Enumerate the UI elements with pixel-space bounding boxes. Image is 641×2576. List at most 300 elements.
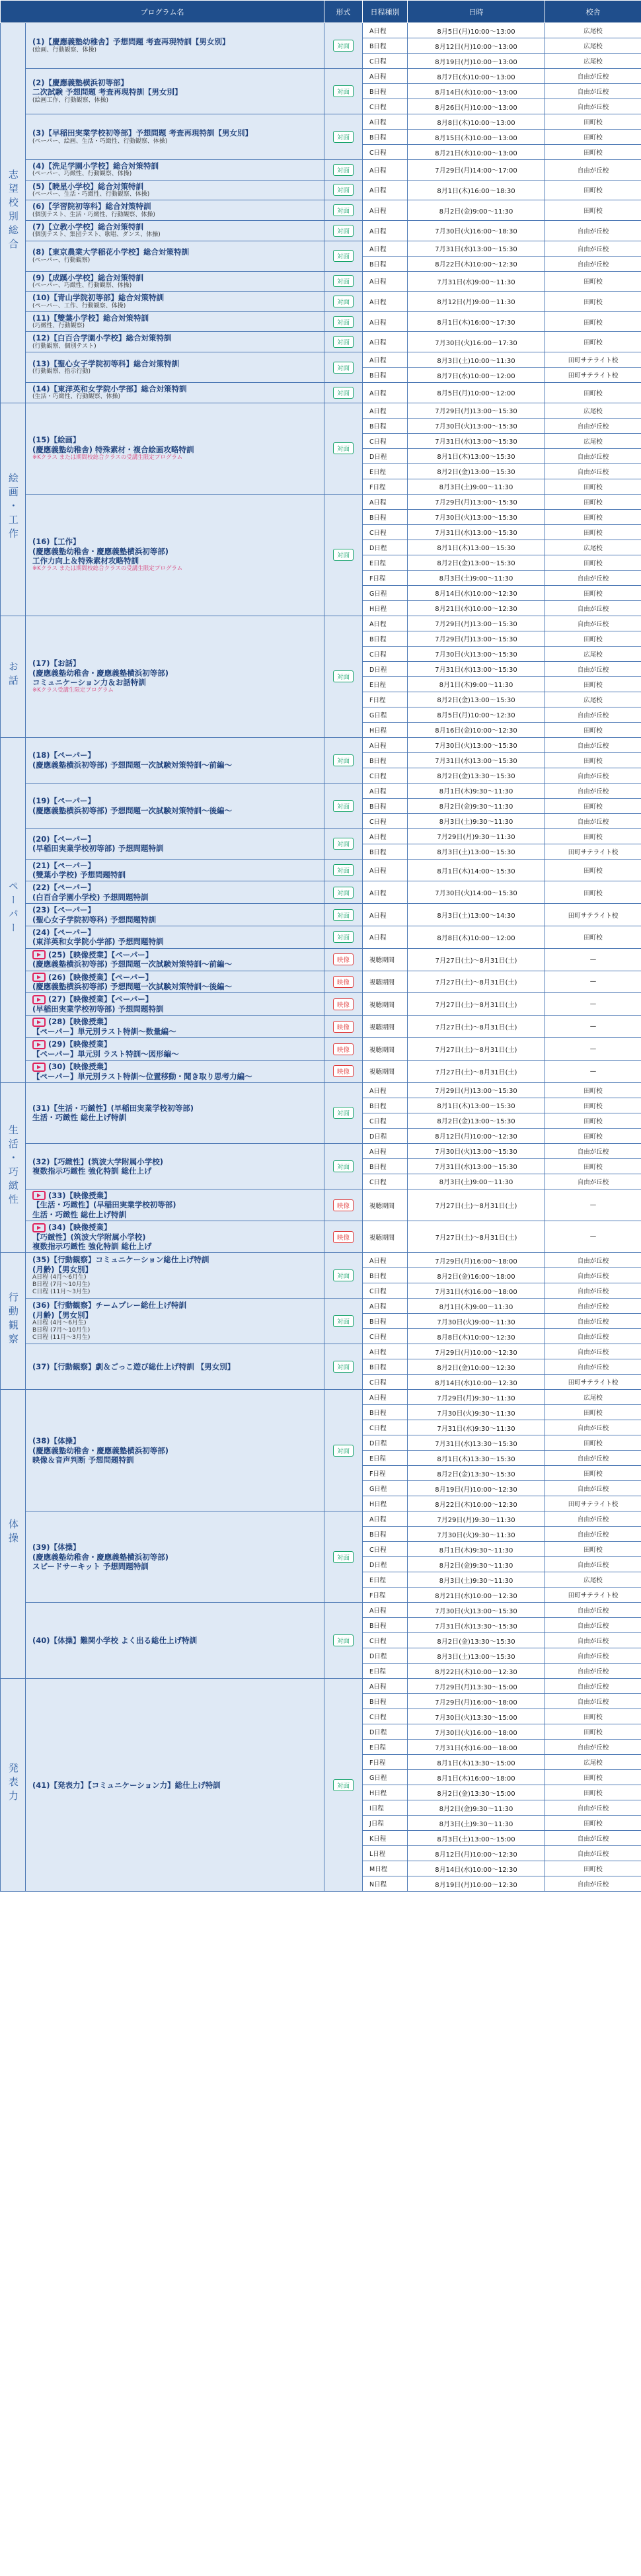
category-label: 行動観察 <box>7 1292 19 1348</box>
program-cell <box>26 352 324 383</box>
schedule-type: C日程 <box>363 1420 408 1435</box>
program-title-text: (33)【映像授業】 【生活・巧緻性】(早稲田実業学校初等部) 生活・巧緻性 総仕上げ特訓 <box>32 1190 176 1219</box>
format-cell <box>324 1189 363 1221</box>
program-note: ※Kクラス または期間校総合クラスの受講生限定プログラム <box>32 454 183 462</box>
schedule-school: 自由が丘校 <box>545 1740 641 1755</box>
program-title-text: (30)【映像授業】 【ペーパー】単元別ラスト特訓～位置移動・聞き取り思考力編～ <box>32 1062 252 1081</box>
schedule-type: E日程 <box>363 1740 408 1755</box>
format-badge: 映像 <box>333 1231 354 1243</box>
program-cell <box>26 1143 324 1189</box>
schedule-type: 視聴期間 <box>363 971 408 993</box>
schedule-type: C日程 <box>363 1633 408 1648</box>
schedule-type: F日程 <box>363 570 408 585</box>
schedule-datetime: 7月29日(月)10:00～12:30 <box>408 1344 545 1359</box>
format-badge: 対面 <box>333 387 354 399</box>
format-cell <box>324 1679 363 1892</box>
schedule-type: B日程 <box>363 631 408 646</box>
schedule-school: 自由が丘校 <box>545 1618 641 1633</box>
format-cell <box>324 220 363 241</box>
schedule-type: G日程 <box>363 1481 408 1496</box>
schedule-type: C日程 <box>363 1174 408 1189</box>
schedule-school: 自由が丘校 <box>545 241 641 256</box>
table-row <box>1 1038 641 1061</box>
program-title <box>32 1039 319 1059</box>
schedule-type: C日程 <box>363 1375 408 1390</box>
schedule-type: C日程 <box>363 145 408 160</box>
schedule-type: 視聴期間 <box>363 948 408 971</box>
program-title <box>32 182 319 191</box>
schedule-school: 田町校 <box>545 828 641 844</box>
table-row <box>1 1016 641 1038</box>
schedule-school: 自由が丘校 <box>545 220 641 241</box>
schedule-datetime: 8月12日(月)10:00～12:30 <box>408 1846 545 1861</box>
program-title-text: (38)【体操】 (慶應義塾幼稚舎・慶應義塾横浜初等部) 映像＆音声判断 予想問題特訓 <box>32 1436 169 1465</box>
schedule-datetime: 8月2日(金)13:00～15:30 <box>408 463 545 479</box>
schedule-school: 田町校 <box>545 1098 641 1113</box>
program-subtitle: (行動観察、指示行動) <box>32 368 91 376</box>
table-row <box>1 1344 641 1359</box>
schedule-school: 自由が丘校 <box>545 1329 641 1344</box>
schedule-datetime: 8月21日(水)10:00～12:30 <box>408 1588 545 1603</box>
schedule-school: 広尾校 <box>545 54 641 69</box>
program-title <box>32 1062 319 1081</box>
format-cell <box>324 271 363 292</box>
format-cell <box>324 993 363 1016</box>
table-row <box>1 1679 641 1694</box>
program-title <box>32 161 319 171</box>
category-label: 発表力 <box>7 1763 19 1804</box>
schedule-school: 田町校 <box>545 881 641 904</box>
format-badge: 映像 <box>333 953 354 965</box>
program-title-text: (5)【暁星小学校】総合対策特訓 <box>32 181 144 191</box>
video-icon <box>32 995 46 1004</box>
schedule-type: L日程 <box>363 1846 408 1861</box>
category-cell <box>1 737 26 1082</box>
program-title-text: (22)【ペーパー】 (白百合学園小学校) 予想問題特訓 <box>32 883 149 902</box>
schedule-datetime: 7月31日(水)9:00～11:30 <box>408 271 545 292</box>
schedule-datetime: 8月3日(土)9:00～11:30 <box>408 479 545 494</box>
schedule-datetime: 8月3日(土)13:00～15:00 <box>408 1831 545 1846</box>
schedule-type: G日程 <box>363 585 408 600</box>
schedule-school: 自由が丘校 <box>545 616 641 631</box>
schedule-datetime: 7月29日(月)16:00～18:00 <box>408 1253 545 1268</box>
format-badge: 対面 <box>333 800 354 812</box>
schedule-type: F日程 <box>363 1466 408 1481</box>
format-cell <box>324 23 363 69</box>
table-row <box>1 993 641 1016</box>
schedule-school: 自由が丘校 <box>545 1831 641 1846</box>
schedule-type: D日程 <box>363 661 408 676</box>
table-row <box>1 971 641 993</box>
schedule-school: 自由が丘校 <box>545 813 641 828</box>
format-badge: 対面 <box>333 40 354 52</box>
schedule-datetime: 8月1日(木)9:30～11:30 <box>408 783 545 798</box>
program-title <box>32 384 319 393</box>
schedule-school: 田町校 <box>545 1113 641 1128</box>
schedule-type: A日程 <box>363 616 408 631</box>
schedule-datetime: 8月3日(土)9:30～11:30 <box>408 1816 545 1831</box>
schedule-type: A日程 <box>363 737 408 752</box>
table-row <box>1 616 641 631</box>
schedule-datetime: 8月1日(木)13:00～15:30 <box>408 540 545 555</box>
format-cell <box>324 311 363 332</box>
schedule-school: 自由が丘校 <box>545 783 641 798</box>
format-cell <box>324 160 363 181</box>
format-badge: 対面 <box>333 864 354 876</box>
program-title-text: (32)【巧緻性】(筑波大学附属小学校) 複数指示巧緻性 強化特訓 総仕上げ <box>32 1156 164 1176</box>
schedule-type: B日程 <box>363 84 408 99</box>
schedule-datetime: 8月2日(金)13:30～15:00 <box>408 1785 545 1800</box>
format-cell <box>324 352 363 383</box>
schedule-datetime: 7月29日(月)16:00～18:00 <box>408 1694 545 1709</box>
schedule-school: 自由が丘校 <box>545 1511 641 1527</box>
schedule-datetime: 8月1日(木)16:00～18:00 <box>408 1770 545 1785</box>
schedule-datetime: 8月1日(木)9:00～11:30 <box>408 676 545 692</box>
program-title <box>32 834 319 854</box>
program-title <box>32 333 319 342</box>
table-row <box>1 160 641 181</box>
schedule-type: A日程 <box>363 311 408 332</box>
schedule-school: 田町サテライト校 <box>545 904 641 926</box>
schedule-school: — <box>545 1189 641 1221</box>
schedule-datetime: 8月16日(金)10:00～12:30 <box>408 722 545 737</box>
category-label: 生活・巧緻性 <box>7 1124 19 1208</box>
table-row <box>1 783 641 798</box>
video-icon <box>32 1223 46 1232</box>
format-badge: 映像 <box>333 1021 354 1033</box>
format-cell <box>324 926 363 948</box>
program-title <box>32 202 319 211</box>
schedule-school: 広尾校 <box>545 692 641 707</box>
schedule-datetime: 7月27日(土)～8月31日(土) <box>408 1221 545 1253</box>
table-row <box>1 383 641 403</box>
schedule-school: 田町校 <box>545 631 641 646</box>
program-title-text: (14)【東洋英和女学院小学部】総合対策特訓 <box>32 384 187 393</box>
program-title-text: (36)【行動観察】チームプレー総仕上げ特訓 (月齢)【男女別】 <box>32 1301 187 1320</box>
schedule-datetime: 8月3日(土)9:30～11:30 <box>408 813 545 828</box>
schedule-datetime: 7月31日(水)13:30～15:30 <box>408 1618 545 1633</box>
schedule-type: C日程 <box>363 1283 408 1299</box>
schedule-datetime: 7月29日(月)9:30～11:30 <box>408 828 545 844</box>
format-cell <box>324 1143 363 1189</box>
program-cell <box>26 828 324 859</box>
format-badge: 映像 <box>333 1199 354 1211</box>
schedule-datetime: 7月31日(水)13:00～15:30 <box>408 241 545 256</box>
program-cell <box>26 904 324 926</box>
schedule-datetime: 8月22日(木)10:00～12:30 <box>408 256 545 271</box>
program-subtitle: (生活・巧緻性、行動観察、体操) <box>32 393 121 401</box>
program-title-text: (9)【成蹊小学校】総合対策特訓 <box>32 272 144 282</box>
program-cell <box>26 737 324 783</box>
schedule-datetime: 8月1日(木)16:00～18:30 <box>408 180 545 200</box>
schedule-type: E日程 <box>363 1451 408 1466</box>
table-row <box>1 1082 641 1098</box>
format-badge: 対面 <box>333 1445 354 1457</box>
program-title <box>32 659 319 687</box>
schedule-datetime: 8月1日(木)16:00～17:30 <box>408 311 545 332</box>
schedule-type: B日程 <box>363 38 408 54</box>
program-cell <box>26 1299 324 1344</box>
table-row <box>1 1221 641 1253</box>
format-badge: 対面 <box>333 362 354 374</box>
schedule-datetime: 7月30日(火)16:00～18:00 <box>408 1724 545 1740</box>
program-title <box>32 1104 319 1123</box>
program-cell <box>26 23 324 69</box>
program-title <box>32 1543 319 1571</box>
program-cell <box>26 1038 324 1061</box>
schedule-type: C日程 <box>363 1329 408 1344</box>
schedule-type: A日程 <box>363 292 408 312</box>
schedule-datetime: 8月5日(月)10:00～12:30 <box>408 707 545 722</box>
program-title-text: (16)【工作】 (慶應義塾幼稚舎・慶應義塾横浜初等部) 工作力向上＆特殊素材攻略特訓 <box>32 537 169 565</box>
program-cell <box>26 241 324 271</box>
program-cell <box>26 1511 324 1603</box>
schedule-type: D日程 <box>363 448 408 463</box>
schedule-datetime: 8月19日(月)10:00～13:00 <box>408 54 545 69</box>
schedule-datetime: 8月1日(木)9:30～11:30 <box>408 1542 545 1557</box>
program-title <box>32 750 319 770</box>
schedule-school: 田町校 <box>545 524 641 540</box>
schedule-datetime: 8月12日(月)10:00～12:30 <box>408 1128 545 1143</box>
schedule-type: M日程 <box>363 1861 408 1876</box>
schedule-type: B日程 <box>363 130 408 145</box>
schedule-type: B日程 <box>363 256 408 271</box>
table-row <box>1 904 641 926</box>
schedule-type: F日程 <box>363 479 408 494</box>
schedule-type: B日程 <box>363 1527 408 1542</box>
schedule-datetime: 8月1日(木)9:00～11:30 <box>408 1299 545 1314</box>
schedule-type: A日程 <box>363 160 408 181</box>
schedule-datetime: 8月7日(水)10:00～12:00 <box>408 368 545 383</box>
format-cell <box>324 1344 363 1390</box>
schedule-school: — <box>545 1221 641 1253</box>
schedule-datetime: 7月29日(月)13:30～15:00 <box>408 1679 545 1694</box>
header-school: 校舎 <box>545 1 641 23</box>
schedule-datetime: 8月1日(木)13:00～15:30 <box>408 448 545 463</box>
schedule-datetime: 8月2日(金)9:30～11:30 <box>408 1800 545 1816</box>
schedule-school: 田町校 <box>545 1542 641 1557</box>
schedule-type: E日程 <box>363 555 408 570</box>
schedule-school: 自由が丘校 <box>545 707 641 722</box>
schedule-school: 田町校 <box>545 1724 641 1740</box>
schedule-type: A日程 <box>363 114 408 130</box>
schedule-datetime: 8月22日(木)10:00～12:30 <box>408 1496 545 1511</box>
schedule-type: B日程 <box>363 844 408 859</box>
schedule-datetime: 7月29日(月)13:00～15:30 <box>408 631 545 646</box>
schedule-school: 自由が丘校 <box>545 418 641 433</box>
format-cell <box>324 783 363 828</box>
table-row <box>1 200 641 221</box>
program-cell <box>26 1603 324 1679</box>
schedule-school: 田町校 <box>545 1816 641 1831</box>
schedule-school: 自由が丘校 <box>545 570 641 585</box>
schedule-school: 田町校 <box>545 332 641 352</box>
format-badge: 対面 <box>333 1551 354 1563</box>
format-badge: 対面 <box>333 316 354 328</box>
video-icon <box>32 973 46 982</box>
schedule-type: B日程 <box>363 1158 408 1174</box>
format-cell <box>324 1082 363 1143</box>
format-cell <box>324 403 363 494</box>
schedule-type: C日程 <box>363 433 408 448</box>
schedule-school: 田町校 <box>545 1158 641 1174</box>
format-badge: 対面 <box>333 1160 354 1172</box>
table-row <box>1 403 641 418</box>
format-badge: 映像 <box>333 976 354 988</box>
schedule-datetime: 7月31日(水)9:30～11:30 <box>408 1420 545 1435</box>
schedule-type: A日程 <box>363 1679 408 1694</box>
schedule-type: B日程 <box>363 1618 408 1633</box>
table-row <box>1 1299 641 1314</box>
table-row <box>1 926 641 948</box>
schedule-datetime: 8月3日(土)9:00～11:30 <box>408 1174 545 1189</box>
program-title-text: (25)【映像授業】【ペーパー】 (慶應義塾横浜初等部) 予想問題一次試験対策特訓～前編～ <box>32 949 233 969</box>
schedule-datetime: 8月5日(月)10:00～13:00 <box>408 23 545 38</box>
schedule-type: C日程 <box>363 646 408 661</box>
schedule-type: A日程 <box>363 828 408 844</box>
schedule-type: 視聴期間 <box>363 1221 408 1253</box>
schedule-type: E日程 <box>363 463 408 479</box>
schedule-type: A日程 <box>363 200 408 221</box>
program-title-text: (11)【雙葉小学校】総合対策特訓 <box>32 313 149 323</box>
schedule-school: — <box>545 1016 641 1038</box>
schedule-type: D日程 <box>363 1724 408 1740</box>
program-title <box>32 537 319 565</box>
schedule-school: 自由が丘校 <box>545 1664 641 1679</box>
schedule-datetime: 7月30日(火)16:00～17:30 <box>408 332 545 352</box>
schedule-datetime: 8月2日(金)13:00～15:30 <box>408 692 545 707</box>
category-cell <box>1 403 26 616</box>
schedule-school: 自由が丘校 <box>545 1314 641 1329</box>
schedule-type: A日程 <box>363 271 408 292</box>
schedule-type: A日程 <box>363 494 408 509</box>
format-cell <box>324 881 363 904</box>
program-subtitle: (ペーパー、生活・巧緻性、行動観察、体操) <box>32 191 150 198</box>
schedule-type: C日程 <box>363 1709 408 1724</box>
program-title <box>32 1157 319 1176</box>
schedule-datetime: 7月29日(月)13:00～15:30 <box>408 403 545 418</box>
program-cell <box>26 114 324 160</box>
format-badge: 対面 <box>333 164 354 176</box>
program-subtitle: (絵画工作、行動観察、体操) <box>32 97 109 104</box>
schedule-school: 自由が丘校 <box>545 661 641 676</box>
schedule-school: 田町校 <box>545 1770 641 1785</box>
schedule-datetime: 8月2日(金)10:00～12:30 <box>408 1359 545 1375</box>
program-title-text: (3)【早稲田実業学校初等部】予想問題 考査再現特訓【男女別】 <box>32 128 253 138</box>
schedule-type: A日程 <box>363 403 408 418</box>
format-badge: 対面 <box>333 336 354 348</box>
schedule-type: B日程 <box>363 752 408 768</box>
schedule-datetime: 7月29日(月)9:30～11:30 <box>408 1511 545 1527</box>
video-icon <box>32 1063 46 1072</box>
format-cell <box>324 828 363 859</box>
format-badge: 対面 <box>333 1779 354 1791</box>
table-row <box>1 828 641 844</box>
program-note: ※Kクラス受講生限定プログラム <box>32 687 114 694</box>
schedule-school: 自由が丘校 <box>545 1420 641 1435</box>
schedule-type: B日程 <box>363 1694 408 1709</box>
schedule-school: 田町校 <box>545 722 641 737</box>
schedule-datetime: 8月1日(木)13:30～15:00 <box>408 1755 545 1770</box>
program-cell <box>26 1253 324 1299</box>
program-cell <box>26 1189 324 1221</box>
header-row <box>1 1 641 23</box>
schedule-school: 自由が丘校 <box>545 768 641 783</box>
schedule-datetime: 7月31日(水)13:00～15:30 <box>408 433 545 448</box>
category-cell <box>1 1390 26 1679</box>
schedule-school: 自由が丘校 <box>545 1143 641 1158</box>
schedule-school: 田町校 <box>545 145 641 160</box>
program-cell <box>26 403 324 494</box>
format-badge: 対面 <box>333 275 354 287</box>
category-label: 体操 <box>7 1519 19 1547</box>
schedule-datetime: 8月12日(月)10:00～13:00 <box>408 38 545 54</box>
schedule-school: 田町校 <box>545 859 641 881</box>
schedule-school: 自由が丘校 <box>545 1359 641 1375</box>
format-cell <box>324 114 363 160</box>
table-row <box>1 859 641 881</box>
format-badge: 対面 <box>333 1361 354 1373</box>
schedule-school: 広尾校 <box>545 403 641 418</box>
schedule-school: 田町校 <box>545 676 641 692</box>
schedule-school: 田町サテライト校 <box>545 368 641 383</box>
program-title <box>32 78 319 97</box>
schedule-datetime: 8月2日(金)13:30～15:30 <box>408 1466 545 1481</box>
program-title-text: (29)【映像授業】 【ペーパー】単元別 ラスト特訓～図形編～ <box>32 1039 179 1059</box>
schedule-datetime: 7月30日(火)13:00～15:30 <box>408 418 545 433</box>
table-row <box>1 1603 641 1618</box>
schedule-datetime: 8月1日(木)13:00～15:30 <box>408 1098 545 1113</box>
program-title <box>32 928 319 947</box>
schedule-school: 田町校 <box>545 1466 641 1481</box>
schedule-datetime: 8月8日(木)10:00～12:30 <box>408 1329 545 1344</box>
schedule-school: 田町サテライト校 <box>545 1588 641 1603</box>
program-title-text: (21)【ペーパー】 (雙葉小学校) 予想問題特訓 <box>32 860 126 879</box>
table-row <box>1 737 641 752</box>
schedule-school: — <box>545 948 641 971</box>
program-title-text: (20)【ペーパー】 (早稲田実業学校初等部) 予想問題特訓 <box>32 834 164 854</box>
schedule-datetime: 7月27日(土)～8月31日(土) <box>408 1061 545 1083</box>
schedule-type: 視聴期間 <box>363 993 408 1016</box>
schedule-type: N日程 <box>363 1876 408 1892</box>
program-subtitle: (ペーパー、巧緻性、行動観察、体操) <box>32 171 132 178</box>
format-cell <box>324 383 363 403</box>
schedule-school: — <box>545 1061 641 1083</box>
schedule-school: 田町校 <box>545 1861 641 1876</box>
program-cell <box>26 180 324 200</box>
program-title <box>32 1636 319 1645</box>
category-label: 志望校別総合 <box>7 169 19 253</box>
schedule-datetime: 8月2日(金)13:30～15:30 <box>408 1633 545 1648</box>
schedule-datetime: 8月2日(金)9:00～11:30 <box>408 200 545 221</box>
schedule-school: 田町校 <box>545 1082 641 1098</box>
format-badge: 対面 <box>333 442 354 454</box>
schedule-datetime: 8月3日(土)13:00～14:30 <box>408 904 545 926</box>
format-cell <box>324 241 363 271</box>
program-title <box>32 313 319 323</box>
table-row <box>1 1061 641 1083</box>
schedule-datetime: 8月2日(金)9:30～11:30 <box>408 1557 545 1572</box>
schedule-datetime: 8月14日(水)10:00～12:30 <box>408 585 545 600</box>
program-title-text: (35)【行動観察】コミュニケーション総仕上げ特訓 (月齢)【男女別】 <box>32 1255 209 1274</box>
program-title <box>32 973 319 992</box>
program-cell <box>26 1344 324 1390</box>
program-subtitle: (行動観察、個別テスト) <box>32 342 96 350</box>
program-cell <box>26 1061 324 1083</box>
program-cell <box>26 971 324 993</box>
program-title <box>32 861 319 880</box>
schedule-datetime: 7月30日(火)9:30～11:30 <box>408 1527 545 1542</box>
